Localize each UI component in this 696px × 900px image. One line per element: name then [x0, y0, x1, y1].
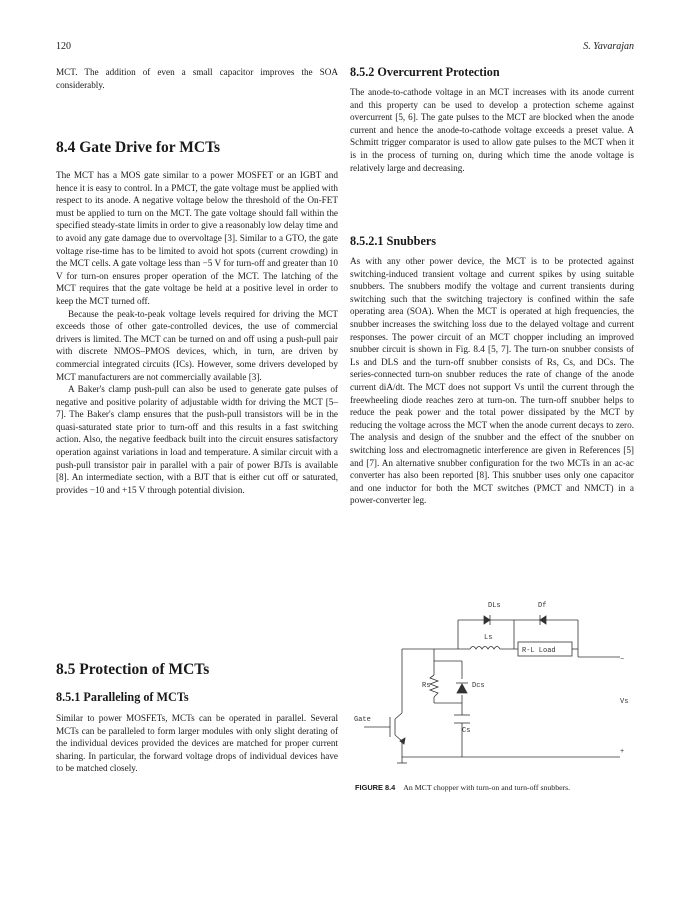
dcs-label: Dcs	[472, 682, 485, 690]
section-8-4-body	[56, 169, 338, 496]
page-number: 120	[56, 41, 71, 52]
section-8-5-2-heading: 8.5.2 Overcurrent Protection	[350, 65, 500, 79]
ls-label: Ls	[484, 634, 493, 642]
section-8-5-2-body: The anode-to-cathode voltage in an MCT increases with its anode current and this property can be used to develop a protection scheme against overcurrent [5, 6]. The gate pulses to the MCT are blocked when the anode current and hence the anode-to-cathode voltage exceeds a preset value. A Schmitt trigger comparator is used to allow gate pulses to the MCT when it is in the process of turning on, during which time the anode voltage is relatively large and decreasing.	[350, 87, 634, 173]
section-8-4-heading: 8.4 Gate Drive for MCTs	[56, 139, 221, 156]
cs-label: Cs	[462, 727, 471, 735]
gate-label: Gate	[354, 716, 371, 724]
section-8-5-1-heading: 8.5.1 Paralleling of MCTs	[56, 690, 189, 704]
gate-drive-paragraph-1: The MCT has a MOS gate similar to a power MOSFET or an IGBT and hence it is easy to control. In a PMCT, the gate voltage must be applied with respect to its anode. A negative voltage below the threshold of the On-FET must be applied to turn on the MCT. The gate voltage should fall within the specified steady-state limits in order to give a reasonably low delay time and to avoid any gate damage due to overvoltage [3]. Similar to a GTO, the gate voltage rise-time has to be limited to avoid hot spots (current crowding) in the MCT cells. A gate voltage less than −5 V for turn-off and greater than 10 V for turn-on ensures proper operation of the MCT. The latching of the MCT requires that the gate voltage be held at a positive level in order to keep the MCT turned off.	[56, 170, 338, 306]
rs-label: Rs	[422, 682, 431, 690]
gate-drive-paragraph-3: A Baker's clamp push-pull can also be used to generate gate pulses of negative and positive polarity of adjustable width for driving the MCT [5–7]. The Baker's clamp ensures that the push-pull transistors will be in the quasi-saturated state prior to turn-off and this results in a fast switching action. Also, the negative feedback built into the circuit ensures satisfactory operation against variations in load and temperature. A similar circuit with a push-pull transistor pair in parallel with a pair of power BJTs is available [8]. An intermediate section, with a BJT that is either cut off or saturated, provides −10 and +15 V through potential division.	[56, 384, 338, 495]
section-8-5-2-1-heading: 8.5.2.1 Snubbers	[350, 234, 437, 248]
intro-paragraph: MCT. The addition of even a small capacitor improves the SOA considerably.	[56, 67, 338, 90]
section-8-5-1-body: Similar to power MOSFETs, MCTs can be operated in parallel. Several MCTs can be paralleled to form larger modules with only slight derating of the individual devices provided the devices are matched for proper current sharing. In particular, the forward voltage drops of individual devices have to be matched closely.	[56, 713, 338, 774]
minus-label: −	[620, 656, 625, 664]
figure-caption	[355, 783, 570, 792]
vs-label: Vs	[620, 698, 629, 706]
load-label: R-L Load	[522, 647, 556, 655]
figure-caption-text: An MCT chopper with turn-on and turn-off snubbers.	[403, 783, 571, 792]
df-label: Df	[538, 602, 547, 610]
section-8-5-2-1-body: As with any other power device, the MCT is to be protected against switching-induced transient voltage and current spikes by using suitable snubbers. The snubbers modify the voltage and current transients during switching such that the switching trajectory is confined within the safe operating area (SOA). When the MCT is operated at high frequencies, the snubber increases the switching loss due to the delayed voltage and current responses. The power circuit of an MCT chopper including an improved snubber circuit is shown in Fig. 8.4 [5, 7]. The turn-on snubber consists of Ls and DLS and the turn-off snubber consists of Rs, Cs, and DCs. The series-connected turn-on snubber reduces the rate of change of the anode current diA/dt. The MCT does not support Vs until the current through the freewheeling diode reaches zero at turn-on. The turn-off snubber helps to reduce the peak power and the total power dissipated by the MCT by reducing the voltage across the MCT when the anode current decays to zero. The analysis and design of the snubber and the effect of the snubber on switching loss and electromagnetic interference are given in References [5] and [7]. An alternative snubber configuration for the two MCTs in an ac-ac converter has also been reported [8]. This snubber uses only one capacitor and one inductor for both the MCT switches (PMCT and NMCT) in a power-converter leg.	[350, 256, 634, 506]
dls-label: DLs	[488, 602, 501, 610]
mct-chopper-circuit	[350, 595, 640, 780]
gate-drive-paragraph-2: Because the peak-to-peak voltage levels required for driving the MCT exceeds those of other gate-controlled devices, the use of commercial drivers is limited. The MCT can be turned on and off using a push-pull pair with discrete NMOS–PMOS devices, which, in turn, are driven by commercial integrated circuits (ICs). However, some drivers developed by MCT manufacturers are not commercially available [3].	[56, 308, 338, 382]
running-author: S. Yavarajan	[583, 41, 634, 52]
figure-caption-label: FIGURE 8.4	[355, 783, 396, 792]
plus-label: +	[620, 748, 625, 756]
section-8-5-heading: 8.5 Protection of MCTs	[56, 661, 210, 678]
